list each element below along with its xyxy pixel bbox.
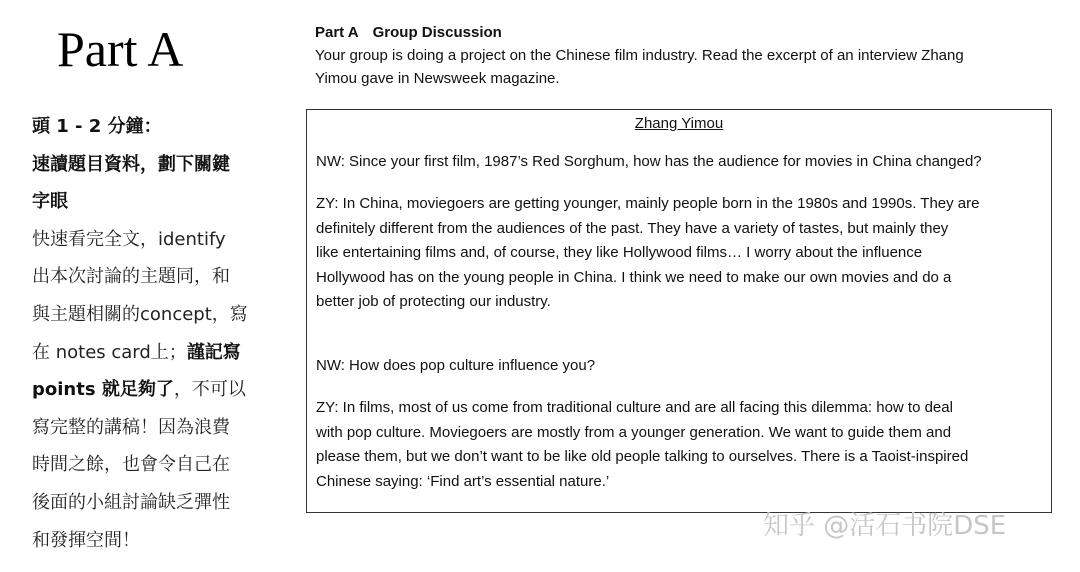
notes-line bbox=[32, 221, 287, 259]
notes-line bbox=[32, 108, 287, 146]
notes-line bbox=[32, 371, 287, 409]
notes-line bbox=[32, 522, 287, 560]
section-title-line bbox=[315, 21, 1055, 44]
instructions-line-1: Your group is doing a project on the Chinese film industry. Read the excerpt of an interview Zhang bbox=[315, 47, 964, 64]
excerpt-line: Hollywood has on the young people in China. I think we need to make our own movies and do a bbox=[316, 268, 952, 286]
notes-text: 時間之餘，也會令自己在 bbox=[32, 454, 230, 476]
notes-line bbox=[32, 334, 287, 372]
zhihu-watermark: 知乎 @活石书院DSE bbox=[763, 511, 1007, 541]
notes-line bbox=[32, 409, 287, 447]
notes-line bbox=[32, 446, 287, 484]
part-label: Part A bbox=[315, 24, 359, 41]
section-title: Group Discussion bbox=[372, 24, 502, 41]
interview-excerpt-box bbox=[306, 109, 1052, 513]
excerpt-paragraph bbox=[316, 192, 1041, 315]
task-header bbox=[315, 21, 1055, 90]
notes-text: 快速看完全文，identify bbox=[32, 228, 226, 250]
notes-line bbox=[32, 146, 287, 184]
notes-bold-text: points 就足夠了 bbox=[32, 379, 174, 401]
notes-text: 與主題相關的concept，寫 bbox=[32, 303, 248, 325]
excerpt-line: ZY: In films, most of us come from traditional culture and are all facing this dilemma: how to deal bbox=[316, 399, 953, 416]
excerpt-line: ZY: In China, moviegoers are getting younger, mainly people born in the 1980s and 1990s. They are bbox=[316, 195, 980, 212]
notes-bold-text: 謹記寫 bbox=[186, 341, 241, 363]
notes-line bbox=[32, 183, 287, 221]
notes-bold-text: 頭 1 - 2 分鐘： bbox=[32, 116, 162, 137]
notes-bold-text: 字眼 bbox=[32, 191, 68, 213]
excerpt-paragraph bbox=[316, 354, 1041, 379]
excerpt-paragraph bbox=[316, 150, 1041, 175]
notes-text: 和發揮空間！ bbox=[32, 529, 140, 551]
instructions-line-2: Yimou gave in Newsweek magazine. bbox=[315, 70, 560, 87]
excerpt-line: NW: Since your first film, 1987’s Red Sorghum, how has the audience for movies in China changed? bbox=[316, 153, 982, 170]
study-tips-notes bbox=[32, 108, 287, 559]
notes-text: 寫完整的講稿！因為浪費 bbox=[32, 416, 230, 438]
excerpt-title: Zhang Yimou bbox=[634, 115, 724, 132]
excerpt-line: better job of protecting our industry. bbox=[316, 293, 551, 311]
notes-line bbox=[32, 484, 287, 522]
excerpt-line: with pop culture. Moviegoers are mostly from a younger generation. We want to guide them and bbox=[316, 423, 952, 441]
excerpt-line: NW: How does pop culture influence you? bbox=[316, 357, 596, 374]
notes-text: 後面的小組討論缺乏彈性 bbox=[32, 491, 230, 513]
part-a-heading: Part A bbox=[57, 21, 184, 77]
excerpt-line: definitely different from the audiences of the past. They have a variety of tastes, but mainly they bbox=[316, 219, 949, 237]
excerpt-line: like entertaining films and, of course, they like Hollywood films… I worry about the influence bbox=[316, 244, 923, 262]
notes-line bbox=[32, 296, 287, 334]
notes-bold-text: 速讀題目資料，劃下關鍵 bbox=[32, 153, 230, 175]
excerpt-line: Chinese saying: ‘Find art’s essential nature.’ bbox=[316, 472, 610, 490]
notes-text: 出本次討論的主題同，和 bbox=[32, 266, 230, 288]
notes-line bbox=[32, 258, 287, 296]
notes-text: ，不可以 bbox=[173, 379, 246, 401]
excerpt-line: please them, but we don’t want to be like old people talking to ourselves. There is a Taoist-inspired bbox=[316, 448, 969, 466]
excerpt-paragraph bbox=[316, 396, 1041, 494]
notes-text: 在 notes card上； bbox=[32, 341, 187, 363]
